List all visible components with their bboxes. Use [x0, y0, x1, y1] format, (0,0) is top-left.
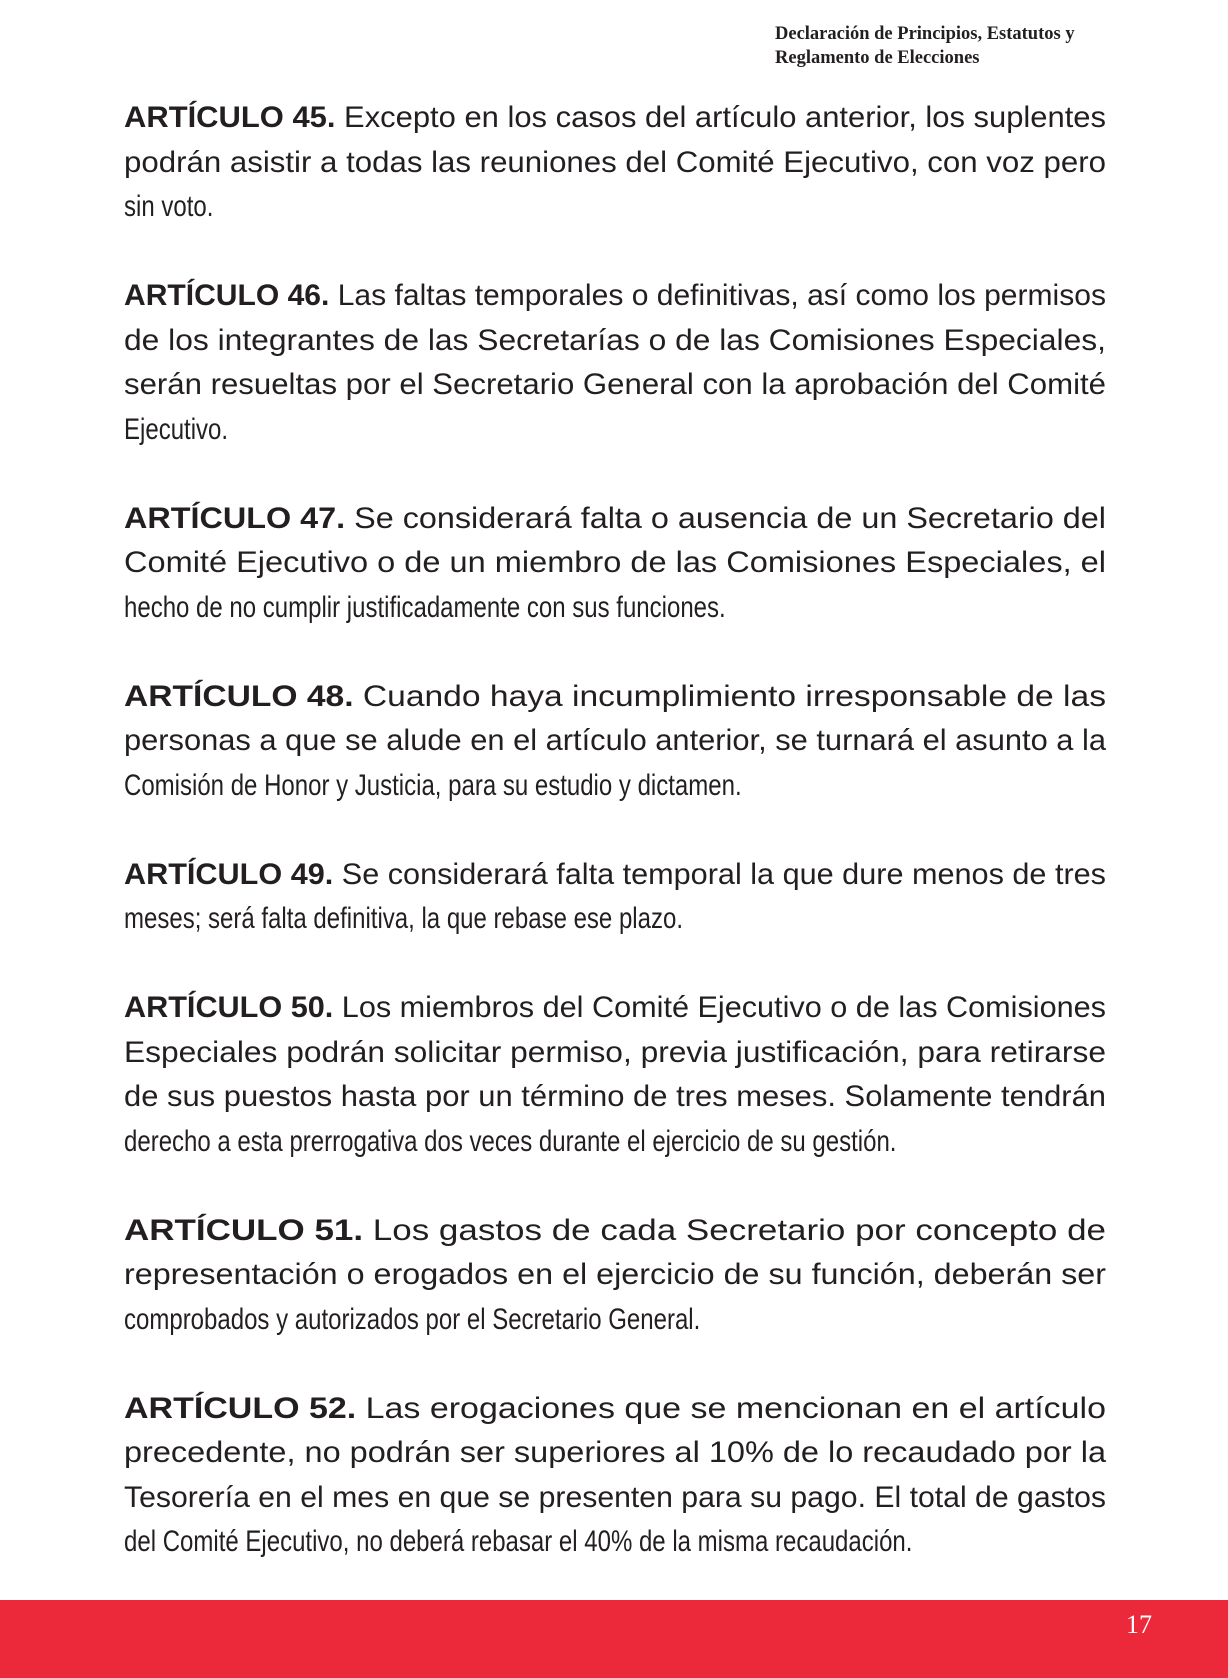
article-line-text	[124, 1031, 1106, 1076]
article-line	[124, 141, 1106, 186]
article-text: Los gastos de cada Secretario por concepto de	[363, 1213, 1106, 1247]
article-line-text	[124, 1209, 1106, 1254]
article-line-text	[124, 719, 1106, 764]
article-text: Ejecutivo.	[124, 412, 229, 446]
article-text: Excepto en los casos del artículo anterior, los suplentes	[335, 101, 1106, 134]
article-text: derecho a esta prerrogativa dos veces durante el ejercicio de su gestión.	[124, 1124, 897, 1158]
article-line-text	[124, 1120, 896, 1165]
article	[124, 1387, 1106, 1565]
article-text: Las erogaciones que se mencionan en el artículo	[356, 1391, 1106, 1425]
article-line-text	[124, 96, 1106, 141]
article-line-text	[124, 853, 1106, 898]
article-line	[124, 1209, 1106, 1254]
article-line-text	[124, 1298, 700, 1343]
article-text: Tesorería en el mes en que se presenten para su pago. El total de gastos	[124, 1480, 1106, 1514]
article-line-text	[124, 363, 1106, 408]
article-line-text	[124, 408, 228, 453]
article-line-text	[124, 764, 742, 809]
article-label: ARTÍCULO 49.	[124, 857, 334, 891]
article-text: del Comité Ejecutivo, no deberá rebasar el 40% de la misma recaudación.	[124, 1525, 913, 1558]
article-line-text	[124, 1253, 1106, 1298]
article-line	[124, 1075, 1106, 1120]
article-text: Se considerará falta temporal la que dure menos de tres	[333, 857, 1106, 891]
article-line	[124, 675, 1106, 720]
article-line-text	[124, 1476, 1106, 1521]
article-line-text	[124, 141, 1106, 186]
article-line-text	[124, 1431, 1106, 1476]
article-line	[124, 897, 1106, 942]
article-line	[124, 986, 1106, 1031]
article-line	[124, 1520, 1106, 1565]
article	[124, 1209, 1106, 1343]
article-text: Especiales podrán solicitar permiso, previa justificación, para retirarse	[124, 1035, 1106, 1069]
article-text: de los integrantes de las Secretarías o de las Comisiones Especiales,	[124, 323, 1106, 357]
article-label: ARTÍCULO 45.	[124, 101, 336, 134]
article-line-text	[124, 675, 1106, 720]
article-line-text	[124, 1520, 912, 1565]
article-line-text	[124, 274, 1106, 319]
article-line	[124, 1431, 1106, 1476]
article-line	[124, 185, 1106, 230]
article-line-text	[124, 1075, 1106, 1120]
article-line-text	[124, 541, 1106, 586]
article-line	[124, 1120, 1106, 1165]
article-label: ARTÍCULO 46.	[124, 279, 330, 312]
article-line	[124, 408, 1106, 453]
article	[124, 274, 1106, 452]
article-line	[124, 1031, 1106, 1076]
article	[124, 853, 1106, 942]
article-line	[124, 96, 1106, 141]
article-text: Las faltas temporales o definitivas, así como los permisos	[329, 279, 1106, 312]
article-text: sin voto.	[124, 190, 214, 223]
article-text: Se considerará falta o ausencia de un Secretario del	[345, 501, 1106, 535]
article-line	[124, 1298, 1106, 1343]
article-line	[124, 1476, 1106, 1521]
article-text: precedente, no podrán ser superiores al 10% de lo recaudado por la	[124, 1436, 1106, 1469]
article	[124, 986, 1106, 1164]
running-header	[775, 22, 1215, 70]
article-text: Comité Ejecutivo o de un miembro de las Comisiones Especiales, el	[124, 546, 1106, 579]
article-line-text	[124, 986, 1106, 1031]
article-line	[124, 719, 1106, 764]
article-text: podrán asistir a todas las reuniones del Comité Ejecutivo, con voz pero	[124, 145, 1106, 179]
article-text: representación o erogados en el ejercicio de su función, deberán ser	[124, 1258, 1106, 1291]
article-line-text	[124, 319, 1106, 364]
article-text: comprobados y autorizados por el Secretario General.	[124, 1302, 701, 1336]
article-line	[124, 541, 1106, 586]
article-line	[124, 1253, 1106, 1298]
article-line-text	[124, 497, 1106, 542]
article-text: personas a que se alude en el artículo anterior, se turnará el asunto a la	[124, 724, 1106, 757]
article-text: Los miembros del Comité Ejecutivo o de las Comisiones	[333, 991, 1106, 1024]
article-line-text	[124, 185, 213, 230]
article-line	[124, 1387, 1106, 1432]
article-line-text	[124, 1387, 1106, 1432]
article-label: ARTÍCULO 50.	[124, 991, 334, 1024]
article-text: de sus puestos hasta por un término de tres meses. Solamente tendrán	[124, 1080, 1106, 1113]
article-label: ARTÍCULO 52.	[124, 1391, 357, 1425]
running-header-line-1: Declaración de Principios, Estatutos y	[775, 24, 1075, 44]
article	[124, 675, 1106, 809]
article-line	[124, 586, 1106, 631]
article-text: meses; será falta definitiva, la que rebase ese plazo.	[124, 902, 683, 935]
running-header-line-2: Reglamento de Elecciones	[775, 48, 980, 68]
article-list	[124, 96, 1106, 1609]
article-text: Cuando haya incumplimiento irresponsable de las	[353, 679, 1106, 713]
page-number: 17	[1126, 1610, 1152, 1639]
article	[124, 497, 1106, 631]
article-line	[124, 764, 1106, 809]
article-line-text	[124, 586, 726, 631]
article-line	[124, 274, 1106, 319]
article-line	[124, 853, 1106, 898]
article-text: Comisión de Honor y Justicia, para su estudio y dictamen.	[124, 768, 742, 802]
article-label: ARTÍCULO 47.	[124, 501, 346, 535]
footer-band	[0, 1600, 1228, 1678]
article-line-text	[124, 897, 683, 942]
article	[124, 96, 1106, 230]
article-line	[124, 363, 1106, 408]
article-text: hecho de no cumplir justificadamente con sus funciones.	[124, 590, 726, 624]
article-line	[124, 497, 1106, 542]
article-text: serán resueltas por el Secretario General con la aprobación del Comité	[124, 368, 1106, 401]
article-line	[124, 319, 1106, 364]
article-label: ARTÍCULO 48.	[124, 679, 354, 713]
article-label: ARTÍCULO 51.	[124, 1213, 364, 1247]
